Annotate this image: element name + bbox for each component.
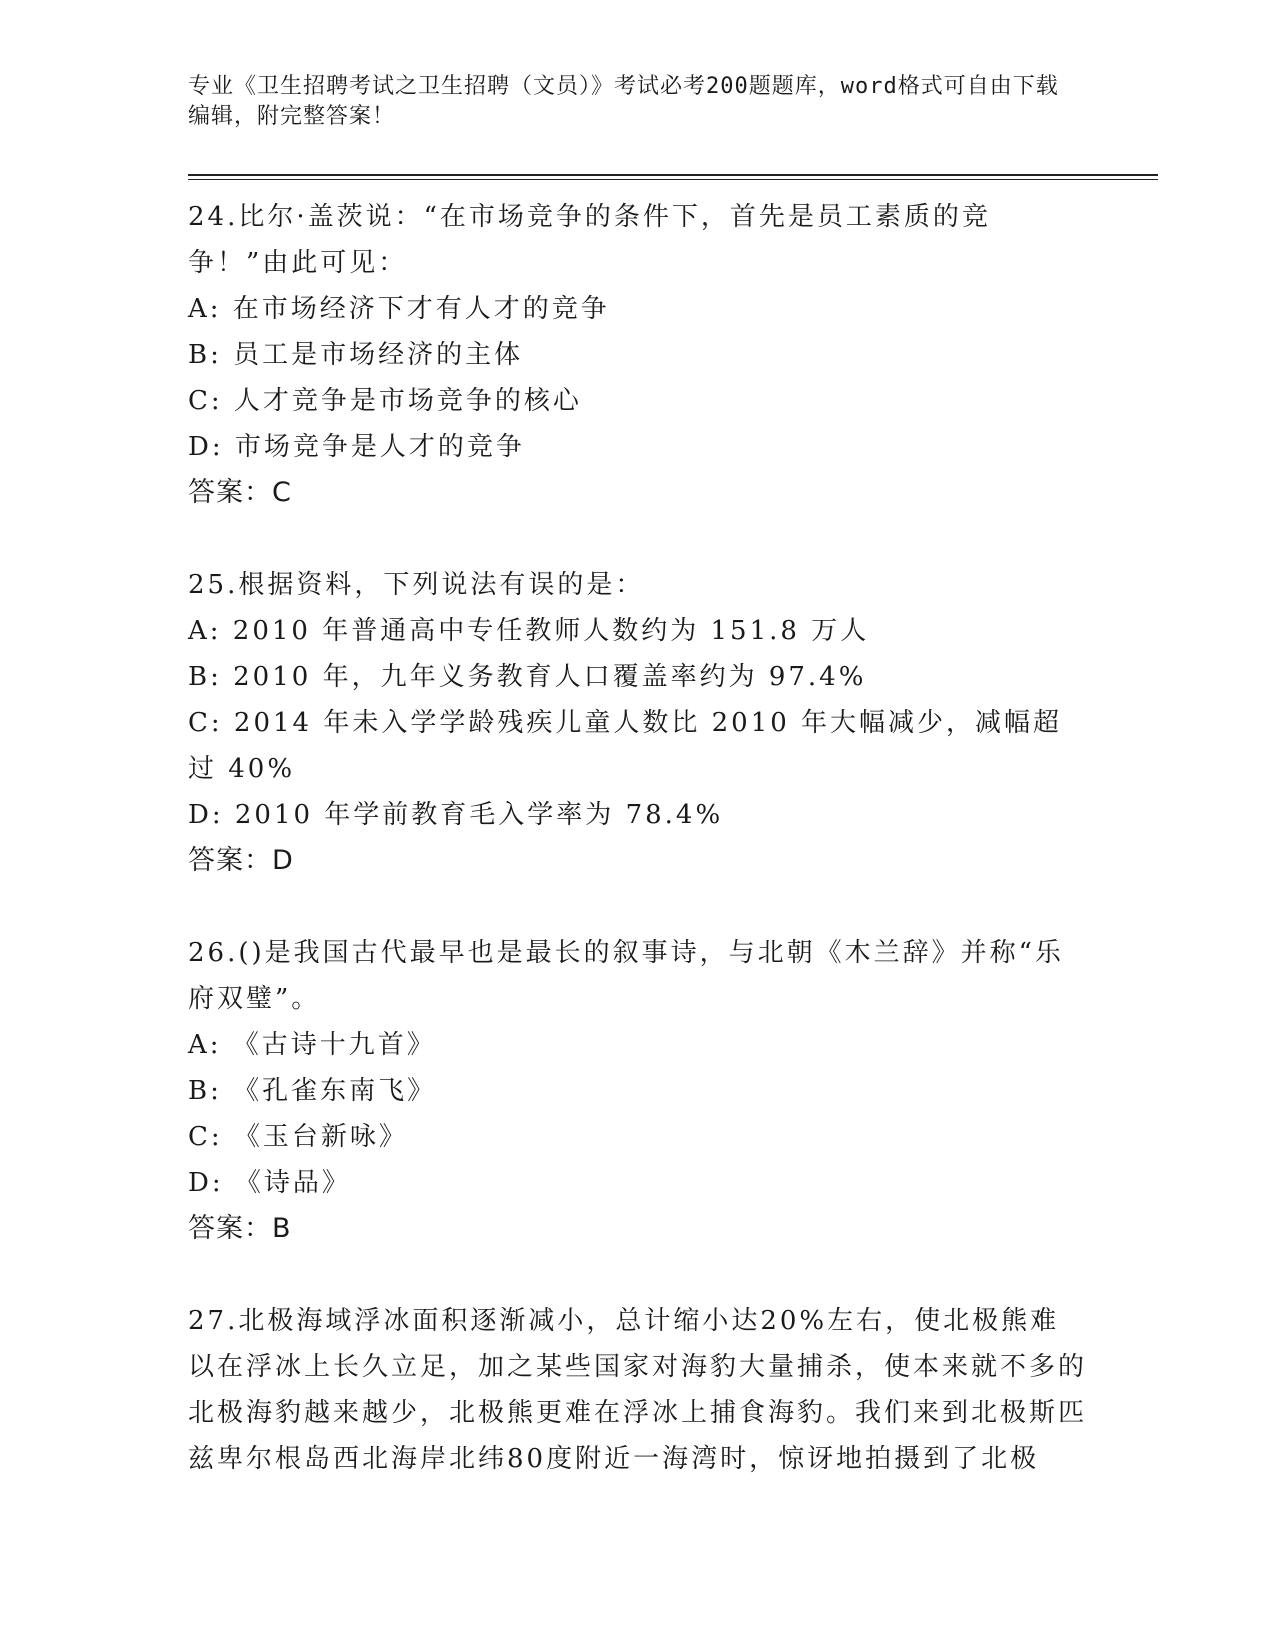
option-a: A: 在市场经济下才有人才的竞争	[188, 294, 610, 324]
answer-label: 答案：	[188, 845, 272, 876]
question-stem: 24.比尔·盖茨说：“在市场竞争的条件下，首先是员工素质的竞争！”由此可见：	[188, 202, 991, 278]
option-b: B: 员工是市场经济的主体	[188, 340, 524, 370]
option-a: A: 《古诗十九首》	[188, 1030, 436, 1060]
option-d: D: 《诗品》	[188, 1168, 351, 1198]
option-b: B: 《孔雀东南飞》	[188, 1076, 437, 1106]
answer-label: 答案：	[188, 477, 272, 508]
option-c: C: 《玉台新咏》	[188, 1122, 408, 1152]
answer-value: D	[272, 845, 294, 876]
answer-line	[188, 838, 1088, 884]
answer-line	[188, 1206, 1088, 1252]
option-c: C: 2014 年未入学学龄残疾儿童人数比 2010 年大幅减少，减幅超过 40%	[188, 708, 1063, 784]
question-stem: 25.根据资料，下列说法有误的是：	[188, 570, 645, 600]
question-27	[188, 1298, 1088, 1482]
header-divider	[188, 174, 1158, 180]
document-page	[188, 72, 1188, 1482]
question-list	[188, 194, 1188, 1482]
option-b: B: 2010 年，九年义务教育人口覆盖率约为 97.4%	[188, 662, 867, 692]
option-d: D: 市场竞争是人才的竞争	[188, 432, 525, 462]
question-26	[188, 930, 1088, 1298]
divider-line-thin	[188, 179, 1158, 180]
question-stem: 26.()是我国古代最早也是最长的叙事诗，与北朝《木兰辞》并称“乐府双璧”。	[188, 938, 1064, 1014]
answer-value: C	[272, 477, 292, 508]
answer-label: 答案：	[188, 1213, 272, 1244]
question-25	[188, 562, 1088, 930]
question-stem: 27.北极海域浮冰面积逐渐减小，总计缩小达20%左右，使北极熊难以在浮冰上长久立足，加之某些国家对海豹大量捕杀，使本来就不多的北极海豹越来越少，北极熊更难在浮冰上捕食海豹。我们来到北极斯匹兹卑尔根岛西北海岸北纬80度附近一海湾时，惊讶地拍摄到了北极	[188, 1306, 1088, 1474]
option-c: C: 人才竞争是市场竞争的核心	[188, 386, 582, 416]
divider-line-thick	[188, 174, 1158, 176]
answer-line	[188, 470, 1088, 516]
document-header: 专业《卫生招聘考试之卫生招聘（文员）》考试必考200题题库，word格式可自由下载编辑，附完整答案！	[188, 74, 1059, 129]
question-24	[188, 194, 1088, 562]
option-a: A: 2010 年普通高中专任教师人数约为 151.8 万人	[188, 616, 870, 646]
option-d: D: 2010 年学前教育毛入学率为 78.4%	[188, 800, 724, 830]
answer-value: B	[272, 1213, 292, 1244]
